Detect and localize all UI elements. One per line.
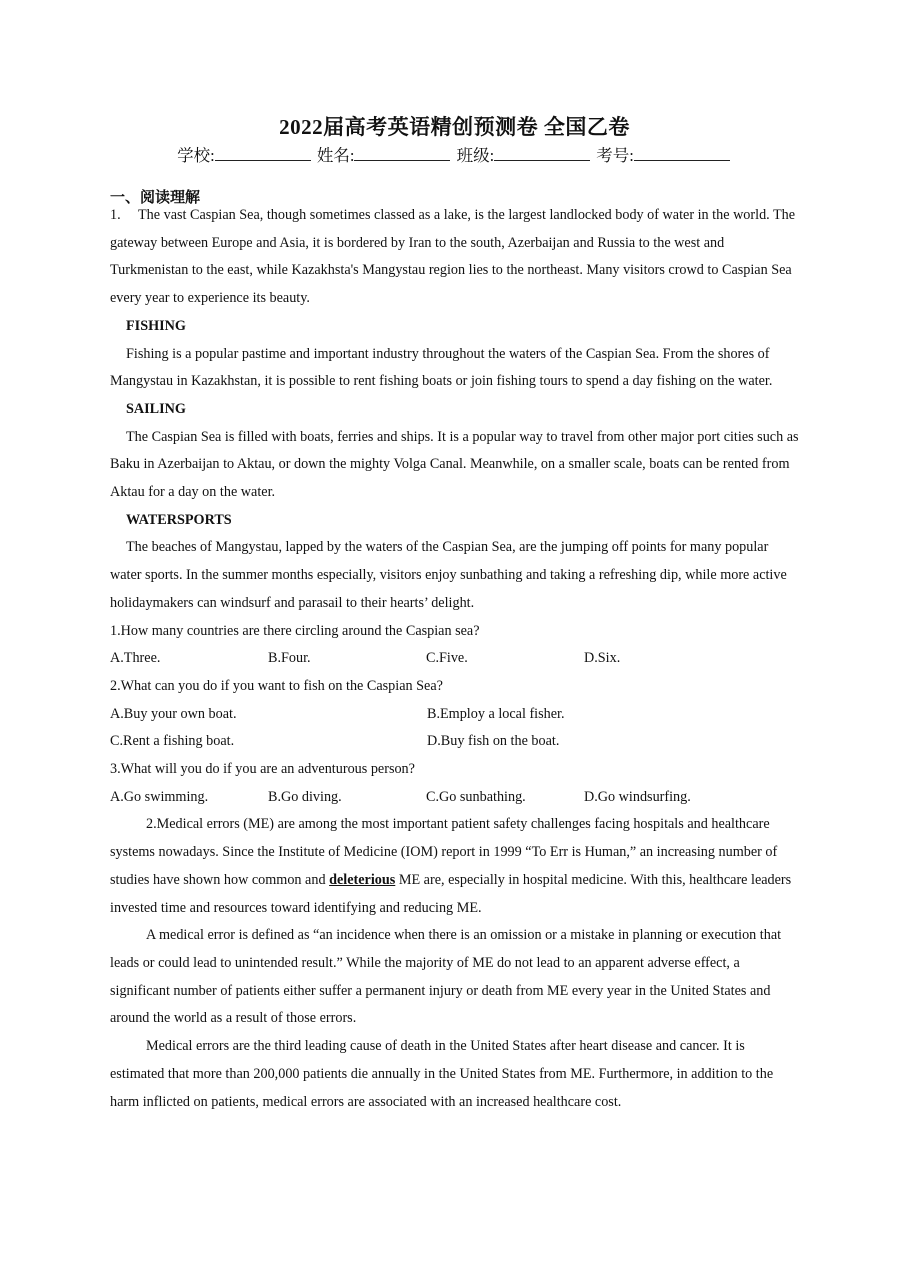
passage2-paragraph1: 2.Medical errors (ME) are among the most important patient safety challenges facing hospitals and healthcare systems nowadays. Since the Institute of Medicine (IOM) report in 1999 “To Err is Human,” an increasing number of studies have shown how common and deleterious ME are, especially in hospital medicine. With this, healthcare leaders invested time and resources toward identifying and reducing ME. [110,816,792,916]
class-blank [494,146,590,161]
question-2-options-row1 [110,701,800,729]
page-title: 2022届高考英语精创预测卷 全国乙卷 [279,115,630,139]
question-1-options [110,645,800,673]
question-1: 1.How many countries are there circling around the Caspian sea? [110,622,480,639]
option-c: C.Go sunbathing. [426,788,526,805]
passage-number: 1. [110,207,121,223]
question-2: 2.What can you do if you want to fish on the Caspian Sea? [110,677,443,694]
question-3: 3.What will you do if you are an adventurous person? [110,761,415,778]
school-label: 学校: [177,146,215,165]
fishing-paragraph: Fishing is a popular pastime and important industry throughout the waters of the Caspian Sea. From the shores of Mangystau in Kazakhstan, it is possible to rent fishing boats or join fishing tours to spend a day fishing on the water. [110,345,773,390]
option-b: B.Four. [268,650,311,667]
exam-number-blank [634,146,730,161]
passage1-intro: 1. The vast Caspian Sea, though sometimes classed as a lake, is the largest landlocked body of water in the world. The gateway between Europe and Asia, it is bordered by Iran to the south, Azerbaijan and Russia to the west and Turkmenistan to the east, while Kazakhsta's Mangystau region lies to the northeast. Many visitors crowd to Caspian Sea every year to experience its beauty. [110,202,800,313]
sailing-paragraph: The Caspian Sea is filled with boats, ferries and ships. It is a popular way to travel from other major port cities such as Baku in Azerbaijan to Aktau, or down the mighty Volga Canal. Meanwhile, on a smaller scale, boats can be rented from Aktau for a day on the water. [110,428,799,501]
class-label: 班级: [456,146,495,165]
watersports-paragraph: The beaches of Mangystau, lapped by the waters of the Caspian Sea, are the jumping off points for many popular water sports. In the summer months especially, visitors enjoy sunbathing and taking a refreshing dip, while more active holidaymakers can windsurf and parasail to their hearts’ delight. [110,539,787,611]
option-d: D.Buy fish on the boat. [427,733,560,750]
sailing-heading: SAILING [126,400,186,417]
reading-content [110,202,800,1116]
exam-number-label: 考号: [596,146,634,165]
option-d: D.Go windsurfing. [584,788,691,805]
section-heading: 一、阅读理解 [110,190,201,206]
school-blank [215,146,311,161]
option-c: C.Rent a fishing boat. [110,733,235,750]
question-2-options-row2 [110,728,800,756]
fishing-heading: FISHING [126,317,186,334]
underlined-keyword: deleterious [329,871,396,888]
student-info-row [0,142,909,166]
option-a: A.Buy your own boat. [110,705,237,722]
passage2-paragraph2: A medical error is defined as “an incidence when there is an omission or a mistake in planning or execution that leads or could lead to unintended result.” While the majority of ME do not lead to an apparent adverse effect, a significant number of patients either suffer a permanent injury or death from ME every year in the United States and around the world as a result of those errors. [110,927,782,1027]
option-a: A.Go swimming. [110,788,209,805]
watersports-heading: WATERSPORTS [126,511,232,528]
option-c: C.Five. [426,650,468,667]
option-b: B.Go diving. [268,788,342,805]
name-blank [354,146,450,161]
question-3-options [110,784,800,812]
option-d: D.Six. [584,650,621,667]
option-b: B.Employ a local fisher. [427,705,565,722]
option-a: A.Three. [110,650,161,667]
name-label: 姓名: [316,146,355,165]
passage2-paragraph3: Medical errors are the third leading cause of death in the United States after heart disease and cancer. It is estimated that more than 200,000 patients die annually in the United States from ME. Furthermore, in addition to the harm inflicted on patients, medical errors are associated with an increased healthcare cost. [110,1038,774,1110]
